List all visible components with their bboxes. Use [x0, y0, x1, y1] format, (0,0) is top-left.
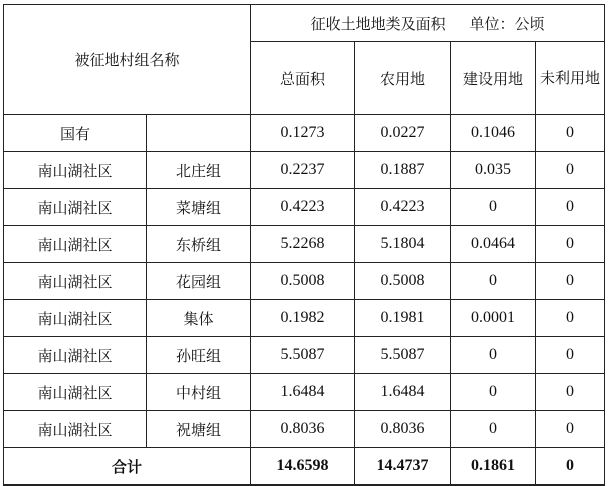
- area-header: [251, 5, 605, 42]
- farmland-cell: 0.4223: [355, 189, 451, 226]
- construction-cell: 0: [451, 263, 536, 300]
- group-cell: 集体: [147, 300, 251, 337]
- table-row: [4, 374, 605, 411]
- total-farmland-cell: 14.4737: [355, 448, 451, 486]
- area-header-title: 征收土地地类及面积: [310, 14, 446, 33]
- total-cell: 0.1273: [251, 115, 355, 152]
- construction-cell: 0.0001: [451, 300, 536, 337]
- village-cell: 南山湖社区: [4, 374, 147, 411]
- unused-cell: 0: [536, 152, 605, 189]
- group-cell: 北庄组: [147, 152, 251, 189]
- column-header-farmland: 农用地: [355, 42, 451, 115]
- farmland-cell: 0.0227: [355, 115, 451, 152]
- table-row: [4, 337, 605, 374]
- total-label: 合计: [4, 448, 251, 486]
- total-cell: 0.2237: [251, 152, 355, 189]
- group-cell: 东桥组: [147, 226, 251, 263]
- group-cell: 祝塘组: [147, 411, 251, 448]
- village-cell: 南山湖社区: [4, 337, 147, 374]
- group-cell: 菜塘组: [147, 189, 251, 226]
- village-cell: 南山湖社区: [4, 226, 147, 263]
- village-group-header: 被征地村组名称: [4, 5, 251, 115]
- farmland-cell: 1.6484: [355, 374, 451, 411]
- group-cell: 花园组: [147, 263, 251, 300]
- total-total-cell: 14.6598: [251, 448, 355, 486]
- unused-cell: 0: [536, 411, 605, 448]
- table-row: [4, 263, 605, 300]
- total-cell: 5.2268: [251, 226, 355, 263]
- unit-label: 单位：公顷: [469, 14, 545, 33]
- construction-cell: 0.1046: [451, 115, 536, 152]
- column-header-construction: 建设用地: [451, 42, 536, 115]
- column-header-total: 总面积: [251, 42, 355, 115]
- land-acquisition-table: [3, 4, 605, 486]
- construction-cell: 0: [451, 374, 536, 411]
- farmland-cell: 5.5087: [355, 337, 451, 374]
- farmland-cell: 0.8036: [355, 411, 451, 448]
- table-row: [4, 115, 605, 152]
- table-row: [4, 152, 605, 189]
- unused-cell: 0: [536, 263, 605, 300]
- construction-cell: 0: [451, 189, 536, 226]
- village-cell: 南山湖社区: [4, 411, 147, 448]
- table-header-row: [4, 5, 605, 42]
- unused-cell: 0: [536, 337, 605, 374]
- table-row: [4, 226, 605, 263]
- construction-cell: 0.035: [451, 152, 536, 189]
- farmland-cell: 0.5008: [355, 263, 451, 300]
- total-cell: 1.6484: [251, 374, 355, 411]
- construction-cell: 0.0464: [451, 226, 536, 263]
- group-cell: [147, 115, 251, 152]
- farmland-cell: 5.1804: [355, 226, 451, 263]
- total-cell: 0.8036: [251, 411, 355, 448]
- total-row: [4, 448, 605, 486]
- construction-cell: 0: [451, 411, 536, 448]
- construction-cell: 0: [451, 337, 536, 374]
- unused-cell: 0: [536, 226, 605, 263]
- total-cell: 0.5008: [251, 263, 355, 300]
- unused-cell: 0: [536, 115, 605, 152]
- village-cell: 南山湖社区: [4, 152, 147, 189]
- total-unused-cell: 0: [536, 448, 605, 486]
- group-cell: 孙旺组: [147, 337, 251, 374]
- total-construction-cell: 0.1861: [451, 448, 536, 486]
- total-cell: 5.5087: [251, 337, 355, 374]
- unused-cell: 0: [536, 300, 605, 337]
- table-row: [4, 300, 605, 337]
- group-cell: 中村组: [147, 374, 251, 411]
- table-row: [4, 411, 605, 448]
- farmland-cell: 0.1981: [355, 300, 451, 337]
- village-cell: 南山湖社区: [4, 263, 147, 300]
- unused-cell: 0: [536, 374, 605, 411]
- total-cell: 0.1982: [251, 300, 355, 337]
- table-row: [4, 189, 605, 226]
- total-cell: 0.4223: [251, 189, 355, 226]
- farmland-cell: 0.1887: [355, 152, 451, 189]
- village-cell: 国有: [4, 115, 147, 152]
- village-cell: 南山湖社区: [4, 189, 147, 226]
- village-cell: 南山湖社区: [4, 300, 147, 337]
- unused-cell: 0: [536, 189, 605, 226]
- column-header-unused: 未利用地: [536, 42, 605, 115]
